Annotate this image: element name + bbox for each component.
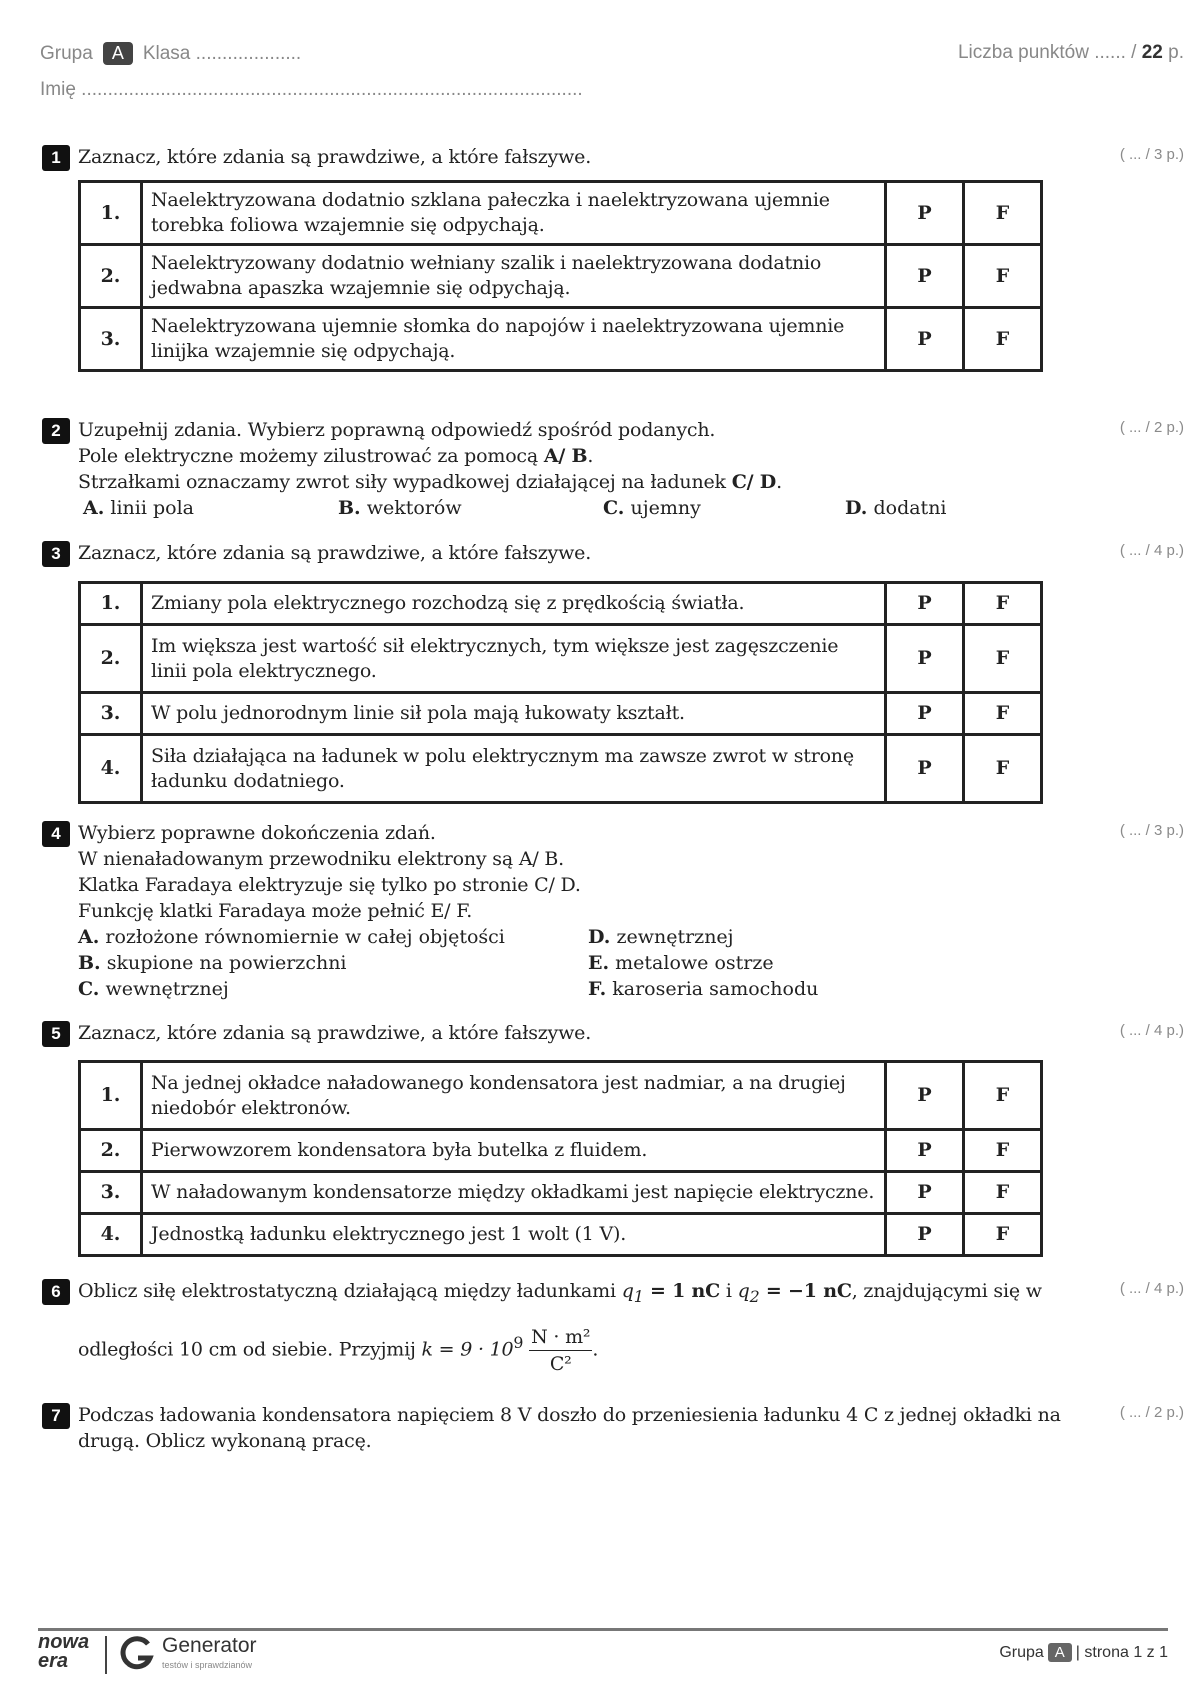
group-badge: A — [103, 42, 133, 65]
task-sentence: Pole elektryczne możemy zilustrować za pomocą A/ B. — [78, 445, 594, 467]
option-e[interactable] — [588, 950, 774, 976]
false-option[interactable]: F — [964, 245, 1042, 308]
task-points: ( ... / 3 p.) — [1119, 146, 1184, 163]
false-option[interactable]: F — [964, 1214, 1042, 1256]
true-option[interactable]: P — [886, 1172, 964, 1214]
table-row — [80, 1214, 1042, 1256]
true-option[interactable]: P — [886, 625, 964, 693]
true-option[interactable]: P — [886, 1214, 964, 1256]
row-number: 1. — [80, 182, 142, 245]
option-text: zewnętrznej — [616, 926, 734, 948]
option-letter: B. — [78, 952, 101, 974]
unit-fraction — [529, 1324, 592, 1377]
row-number: 3. — [80, 1172, 142, 1214]
option-letter: E. — [588, 952, 610, 974]
row-statement: Naelektryzowana dodatnio szklana pałeczka i naelektryzowana ujemnie torebka foliowa wzajemnie się odpychają. — [142, 182, 886, 245]
option-text: linii pola — [110, 497, 194, 519]
task-instruction: Zaznacz, które zdania są prawdziwe, a które fałszywe. — [78, 146, 592, 168]
task-3 — [42, 540, 1184, 566]
option-a[interactable] — [83, 495, 194, 521]
false-option[interactable]: F — [964, 1130, 1042, 1172]
option-c[interactable] — [603, 495, 701, 521]
task-text: odległości 10 cm od siebie. Przyjmij — [78, 1338, 416, 1361]
logo-word-era: era — [38, 1650, 69, 1672]
row-statement: Zmiany pola elektrycznego rozchodzą się z prędkością światła. — [142, 583, 886, 625]
option-text: wektorów — [366, 497, 462, 519]
task-5 — [42, 1020, 1184, 1046]
task-number: 6 — [42, 1279, 70, 1305]
row-number: 1. — [80, 1062, 142, 1130]
task-line-1: Podczas ładowania kondensatora napięciem 8 V doszło do przeniesienia ładunku 4 C z jednej okładki na — [78, 1404, 1061, 1426]
task-number: 5 — [42, 1021, 70, 1047]
footer-divider — [38, 1628, 1168, 1631]
option-letter: D. — [845, 497, 868, 519]
table-row — [80, 1062, 1042, 1130]
option-c[interactable] — [78, 976, 229, 1002]
points-prefix: Liczba punktów ...... / — [957, 42, 1142, 63]
task-points: ( ... / 2 p.) — [1119, 1404, 1184, 1421]
false-option[interactable]: F — [964, 625, 1042, 693]
option-f[interactable] — [588, 976, 818, 1002]
conjunction: i — [720, 1280, 738, 1302]
option-letter: A. — [78, 926, 100, 948]
task-points: ( ... / 4 p.) — [1119, 1280, 1184, 1297]
group-label: Grupa — [40, 42, 93, 64]
task-points: ( ... / 4 p.) — [1119, 1022, 1184, 1039]
row-number: 1. — [80, 583, 142, 625]
task-sentence: W nienaładowanym przewodniku elektrony są A/ B. — [78, 848, 564, 870]
option-a[interactable] — [78, 924, 505, 950]
task-line-1 — [78, 1278, 1184, 1310]
row-number: 2. — [80, 625, 142, 693]
generator-g-icon — [118, 1634, 156, 1672]
q1-subscript: 1 — [633, 1286, 644, 1306]
task-points: ( ... / 2 p.) — [1119, 419, 1184, 436]
row-statement: Pierwowzorem kondensatora była butelka z fluidem. — [142, 1130, 886, 1172]
table-row — [80, 182, 1042, 245]
table-row — [80, 735, 1042, 803]
task-points: ( ... / 3 p.) — [1119, 822, 1184, 839]
row-statement: Naelektryzowany dodatnio wełniany szalik i naelektryzowana dodatnio jedwabna apaszka wzajemnie się odpychają. — [142, 245, 886, 308]
footer-group-badge: A — [1048, 1643, 1072, 1662]
option-letter: A. — [83, 497, 105, 519]
option-text: metalowe ostrze — [615, 952, 774, 974]
task-7 — [42, 1402, 1184, 1454]
footer-group-label: Grupa — [999, 1643, 1044, 1661]
row-statement: Na jednej okładce naładowanego kondensatora jest nadmiar, a na drugiej niedobór elektronów. — [142, 1062, 886, 1130]
table-row — [80, 1172, 1042, 1214]
table-row — [80, 308, 1042, 371]
false-option[interactable]: F — [964, 583, 1042, 625]
true-option[interactable]: P — [886, 1062, 964, 1130]
sentence-text: Strzałkami oznaczamy zwrot siły wypadkowej działającej na ładunek — [78, 471, 726, 493]
class-field: Klasa .................... — [142, 42, 302, 64]
points-suffix: p. — [1162, 42, 1184, 63]
sentence-text: Pole elektryczne możemy zilustrować za pomocą — [78, 445, 538, 467]
fraction-denominator: C² — [549, 1352, 572, 1375]
footer-page-info — [999, 1643, 1168, 1662]
false-option[interactable]: F — [964, 182, 1042, 245]
option-text: ujemny — [630, 497, 701, 519]
true-option[interactable]: P — [886, 245, 964, 308]
table-row — [80, 583, 1042, 625]
option-b[interactable] — [78, 950, 347, 976]
fraction-numerator: N · m² — [529, 1324, 592, 1351]
option-letter: C. — [603, 497, 625, 519]
charge-q1 — [621, 1280, 644, 1306]
table-row — [80, 625, 1042, 693]
option-letter: D. — [588, 926, 611, 948]
task-6 — [42, 1278, 1184, 1377]
task-number: 2 — [42, 418, 70, 444]
name-field: Imię ............................................................................................... — [40, 79, 583, 100]
task-line-2: drugą. Oblicz wykonaną pracę. — [78, 1430, 372, 1452]
false-option[interactable]: F — [964, 693, 1042, 735]
task-number: 3 — [42, 541, 70, 567]
option-letter: F. — [588, 978, 607, 1000]
false-option[interactable]: F — [964, 1062, 1042, 1130]
header-group — [40, 42, 301, 65]
true-option[interactable]: P — [886, 693, 964, 735]
true-option[interactable]: P — [886, 583, 964, 625]
generator-logo-text: Generator — [162, 1634, 257, 1657]
task-3-table — [78, 581, 1043, 804]
charge-q2 — [737, 1280, 760, 1306]
task-text: , znajdującymi się w — [851, 1280, 1042, 1302]
choice-cd[interactable]: C/ D — [731, 471, 777, 493]
task-number: 4 — [42, 821, 70, 847]
option-d[interactable] — [845, 495, 947, 521]
task-4 — [42, 820, 1184, 924]
row-statement: Naelektryzowana ujemnie słomka do napojów i naelektryzowana ujemnie linijka wzajemnie się odpychają. — [142, 308, 886, 371]
q2-value: = −1 nC — [759, 1280, 852, 1302]
row-number: 3. — [80, 693, 142, 735]
table-row — [80, 693, 1042, 735]
total-points — [958, 42, 1184, 64]
row-statement: W polu jednorodnym linie sił pola mają łukowaty kształt. — [142, 693, 886, 735]
true-option[interactable]: P — [886, 1130, 964, 1172]
row-number: 2. — [80, 245, 142, 308]
task-instruction: Wybierz poprawne dokończenia zdań. — [78, 822, 436, 844]
option-text: karoseria samochodu — [612, 978, 819, 1000]
q1-symbol: q — [621, 1280, 634, 1302]
row-number: 3. — [80, 308, 142, 371]
task-2 — [42, 417, 1184, 495]
task-line-2 — [78, 1324, 1184, 1377]
row-statement: Im większa jest wartość sił elektrycznych, tym większe jest zagęszczenie linii pola elektrycznego. — [142, 625, 886, 693]
constant-k: k = 9 · 10 — [415, 1338, 514, 1361]
true-option[interactable]: P — [886, 735, 964, 803]
option-b[interactable] — [338, 495, 462, 521]
q1-value: = 1 nC — [643, 1280, 721, 1302]
task-1 — [42, 144, 1184, 170]
option-text: dodatni — [873, 497, 947, 519]
option-text: rozłożone równomiernie w całej objętości — [105, 926, 505, 948]
false-option[interactable]: F — [964, 1172, 1042, 1214]
logo-word-nowa: nowa — [38, 1631, 90, 1653]
option-text: skupione na powierzchni — [106, 952, 347, 974]
option-letter: C. — [78, 978, 100, 1000]
task-instruction: Zaznacz, które zdania są prawdziwe, a które fałszywe. — [78, 542, 592, 564]
task-1-table — [78, 180, 1043, 372]
task-number: 7 — [42, 1403, 70, 1429]
task-number: 1 — [42, 145, 70, 171]
q2-symbol: q — [737, 1280, 750, 1302]
task-points: ( ... / 4 p.) — [1119, 542, 1184, 559]
row-number: 4. — [80, 735, 142, 803]
false-option[interactable]: F — [964, 308, 1042, 371]
task-5-table — [78, 1060, 1043, 1257]
row-statement: Siła działająca na ładunek w polu elektrycznym ma zawsze zwrot w stronę ładunku dodatniego. — [142, 735, 886, 803]
task-text: Oblicz siłę elektrostatyczną działającą między ładunkami — [78, 1280, 616, 1302]
task-instruction: Zaznacz, które zdania są prawdziwe, a które fałszywe. — [78, 1022, 592, 1044]
period: . — [592, 1338, 599, 1361]
task-sentence: Klatka Faradaya elektryzuje się tylko po stronie C/ D. — [78, 874, 581, 896]
points-total: 22 — [1141, 42, 1163, 63]
generator-logo-subtitle: testów i sprawdzianów — [162, 1660, 253, 1670]
task-sentence: Funkcję klatki Faradaya może pełnić E/ F. — [78, 900, 473, 922]
page-number: | strona 1 z 1 — [1075, 1643, 1168, 1661]
task-instruction: Uzupełnij zdania. Wybierz poprawną odpowiedź spośród podanych. — [78, 419, 716, 441]
logo-separator — [105, 1636, 107, 1674]
table-row — [80, 1130, 1042, 1172]
choice-ab[interactable]: A/ B — [543, 445, 588, 467]
row-statement: W naładowanym kondensatorze między okładkami jest napięcie elektryczne. — [142, 1172, 886, 1214]
task-sentence: Strzałkami oznaczamy zwrot siły wypadkowej działającej na ładunek C/ D. — [78, 471, 782, 493]
table-row — [80, 245, 1042, 308]
q2-subscript: 2 — [749, 1286, 760, 1306]
nowa-era-logo — [38, 1633, 89, 1671]
row-number: 2. — [80, 1130, 142, 1172]
option-text: wewnętrznej — [105, 978, 229, 1000]
row-number: 4. — [80, 1214, 142, 1256]
row-statement: Jednostką ładunku elektrycznego jest 1 wolt (1 V). — [142, 1214, 886, 1256]
false-option[interactable]: F — [964, 735, 1042, 803]
option-letter: B. — [338, 497, 361, 519]
true-option[interactable]: P — [886, 308, 964, 371]
k-exponent: 9 — [513, 1332, 524, 1352]
option-d[interactable] — [588, 924, 734, 950]
true-option[interactable]: P — [886, 182, 964, 245]
